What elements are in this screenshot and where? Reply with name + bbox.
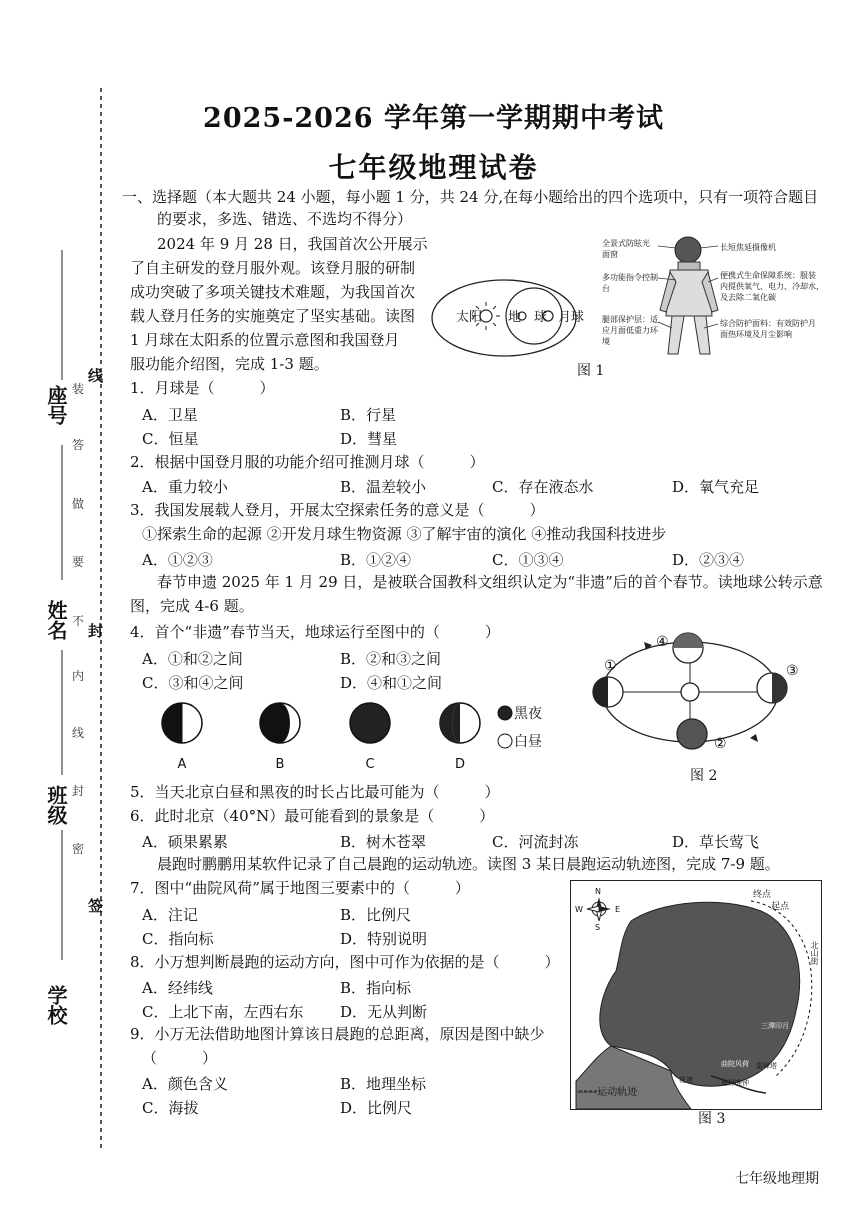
passage-2-line: 图，完成 4-6 题。 [130,597,254,615]
q7-option-b[interactable]: B．比例尺 [340,906,412,924]
q6-option-b[interactable]: B．树木苍翠 [340,833,427,851]
q2-option-c[interactable]: C．存在液态水 [492,478,594,496]
q1-option-b[interactable]: B．行星 [340,406,397,424]
passage-2-line: 春节申遗 2025 年 1 月 29 日，是被联合国教科文组织认定为“非遗”后的首个春节。读地球公转示意 [157,573,823,591]
figure-2-caption: 图 2 [690,768,718,784]
name-label: 姓名 [44,600,68,640]
side-word: 线 [88,367,104,385]
q4-option-d[interactable]: D．④和①之间 [340,674,443,692]
day-night-options [160,695,542,775]
q4-option-b[interactable]: B．②和③之间 [340,650,442,668]
suit-label-console: 多功能指令控制 台 [602,273,658,293]
suit-label-legs: 腿部保护层：适 应月面低重力环 境 [602,315,658,346]
compass-n: N [595,887,601,896]
day-night-circles [160,695,530,755]
revolution-diagram [590,630,810,760]
road-label: 北山街 [810,941,819,965]
start-point-label: 起点 [771,902,790,912]
section-heading: 一、选择题（本大题共 24 小题，每小题 1 分，共 24 分,在每小题给出的四个选项中，只有一项符合题目 [122,188,819,206]
q9-option-b[interactable]: B．地理坐标 [340,1075,427,1093]
seal-word: 要 [72,555,85,569]
position-1: ① [604,658,617,674]
section-heading-cont: 的要求，多选、错选、不选均不得分） [157,210,413,228]
poi-quyuan: 曲院风荷 [721,1060,749,1068]
suit-label-life-support: 便携式生命保障系统：服装 内提供氧气、电力、冷却水, 及去除二氧化碳 [720,271,819,302]
question-4: 4．首个“非遗”春节当天，地球运行至图中的（ ） [130,623,500,641]
compass-s: S [595,923,601,932]
seat-label: 座号 [44,385,68,425]
q8-option-d[interactable]: D．无从判断 [340,1003,428,1021]
class-label: 班级 [44,785,68,825]
q2-option-b[interactable]: B．温差较小 [340,478,427,496]
q2-option-a[interactable]: A．重力较小 [142,478,228,496]
figure-3-caption: 图 3 [698,1111,726,1127]
moon-label-c: C [365,757,375,772]
q3-items: ①探索生命的起源 ②开发月球生物资源 ③了解宇宙的演化 ④推动我国科技进步 [142,525,667,543]
passage-line: 了自主研发的登月服外观。该登月服的研制 [130,259,416,277]
q3-option-b[interactable]: B．①②④ [340,551,412,569]
q6-option-d[interactable]: D．草长莺飞 [672,833,760,851]
passage-line: 服功能介绍图，完成 1-3 题。 [130,355,329,373]
suit-label-camera: 长短焦延摄像机 [720,243,776,252]
q8-option-c[interactable]: C．上北下南，左西右东 [142,1003,304,1021]
q4-option-c[interactable]: C．③和④之间 [142,674,244,692]
suit-label-faceplate: 全景式防眩光 面窗 [602,239,650,259]
passage-line: 2024 年 9 月 28 日，我国首次公开展示 [157,235,428,253]
question-8: 8．小万想判断晨跑的运动方向，图中可作为依据的是（ ） [130,953,560,971]
question-5: 5．当天北京白昼和黑夜的时长占比最可能为（ ） [130,783,500,801]
q9-option-d[interactable]: D．比例尺 [340,1099,413,1117]
poi-leifeng: 雷峰塔 [756,1062,777,1070]
q4-option-a[interactable]: A．①和②之间 [142,650,243,668]
moon-label-a: A [177,757,187,772]
poi-nanping: 南屏晚钟 [721,1079,749,1087]
seal-word: 内 [72,669,85,683]
position-4: ④ [656,634,669,650]
q6-option-a[interactable]: A．硕果累累 [142,833,228,851]
seal-word: 不 [72,614,85,628]
seal-word: 封 [72,784,85,798]
side-word: 签 [88,897,104,915]
figure-3-map [570,880,822,1110]
moon-label-d: D [454,757,465,772]
q7-option-d[interactable]: D．特别说明 [340,930,428,948]
exam-title: 2025-2026 学年第一学期期中考试 [203,103,664,134]
map-legend: ------运动轨迹 [577,1087,638,1098]
q1-option-c[interactable]: C．恒星 [142,430,199,448]
legend-day: 白昼 [514,734,542,750]
seal-word: 线 [72,726,85,740]
suit-label-fabric: 综合防护面料：有效防护月 面热环境及月尘影响 [720,319,816,339]
figure-1-caption: 图 1 [577,363,605,379]
q3-option-d[interactable]: D．②③④ [672,551,745,569]
q3-option-a[interactable]: A．①②③ [142,551,213,569]
q6-option-c[interactable]: C．河流封冻 [492,833,579,851]
passage-line: 载人登月任务的实施奠定了坚实基础。读图 [130,307,416,325]
q9-option-a[interactable]: A．颜色含义 [142,1075,228,1093]
seal-word: 答 [72,438,85,452]
passage-3-line: 晨跑时鹏鹏用某软件记录了自己晨跑的运动轨迹。读图 3 某日晨跑运动轨迹图，完成 7-9 题。 [157,855,780,873]
ball-label: 球 [534,310,548,325]
seal-word: 装 [72,382,85,396]
school-label: 学校 [44,985,68,1025]
question-7: 7．图中“曲院风荷”属于地图三要素中的（ ） [130,879,470,897]
sun-label: 太阳 [456,310,483,325]
q9-option-c[interactable]: C．海拔 [142,1099,199,1117]
figure-1-orbit [424,272,594,382]
question-9-blank: （ ） [142,1049,218,1067]
question-9: 9．小万无法借助地图计算该日晨跑的总距离，原因是图中缺少 [130,1025,545,1043]
compass-e: E [615,905,621,914]
passage-line: 成功突破了多项关键技术难题，为我国首次 [130,283,416,301]
moon-label-b: B [275,757,285,772]
q1-option-d[interactable]: D．彗星 [340,430,398,448]
seal-word: 做 [72,497,85,511]
compass-w: W [575,905,583,914]
side-word: 封 [88,622,104,640]
figure-1-spacesuit [600,232,830,362]
q2-option-d[interactable]: D．氧气充足 [672,478,760,496]
q8-option-b[interactable]: B．指向标 [340,979,412,997]
question-1: 1．月球是（ ） [130,379,275,397]
earth-label: 地 [508,310,522,325]
figure-2-revolution [590,630,810,780]
moon-label: 月球 [558,310,585,325]
legend-night: 黑夜 [514,706,542,722]
position-2: ② [714,736,727,752]
question-6: 6．此时北京（40°N）最可能看到的景象是（ ） [130,807,495,825]
poi-huagang: 花港 [679,1076,693,1084]
end-point-label: 终点 [753,890,772,900]
exam-subtitle: 七年级地理试卷 [328,151,539,184]
passage-line: 1 月球在太阳系的位置示意图和我国登月 [130,331,400,349]
question-2: 2．根据中国登月服的功能介绍可推测月球（ ） [130,453,485,471]
q7-option-a[interactable]: A．注记 [142,906,198,924]
page-footer: 七年级地理期 [735,1171,819,1187]
q7-option-c[interactable]: C．指向标 [142,930,214,948]
running-map [571,881,821,1109]
question-3: 3．我国发展载人登月，开展太空探索任务的意义是（ ） [130,501,545,519]
q8-option-a[interactable]: A．经纬线 [142,979,213,997]
q3-option-c[interactable]: C．①③④ [492,551,564,569]
position-3: ③ [786,663,799,679]
seal-word: 密 [72,842,85,856]
q1-option-a[interactable]: A．卫星 [142,406,198,424]
poi-santan: 三潭印月 [761,1022,789,1030]
